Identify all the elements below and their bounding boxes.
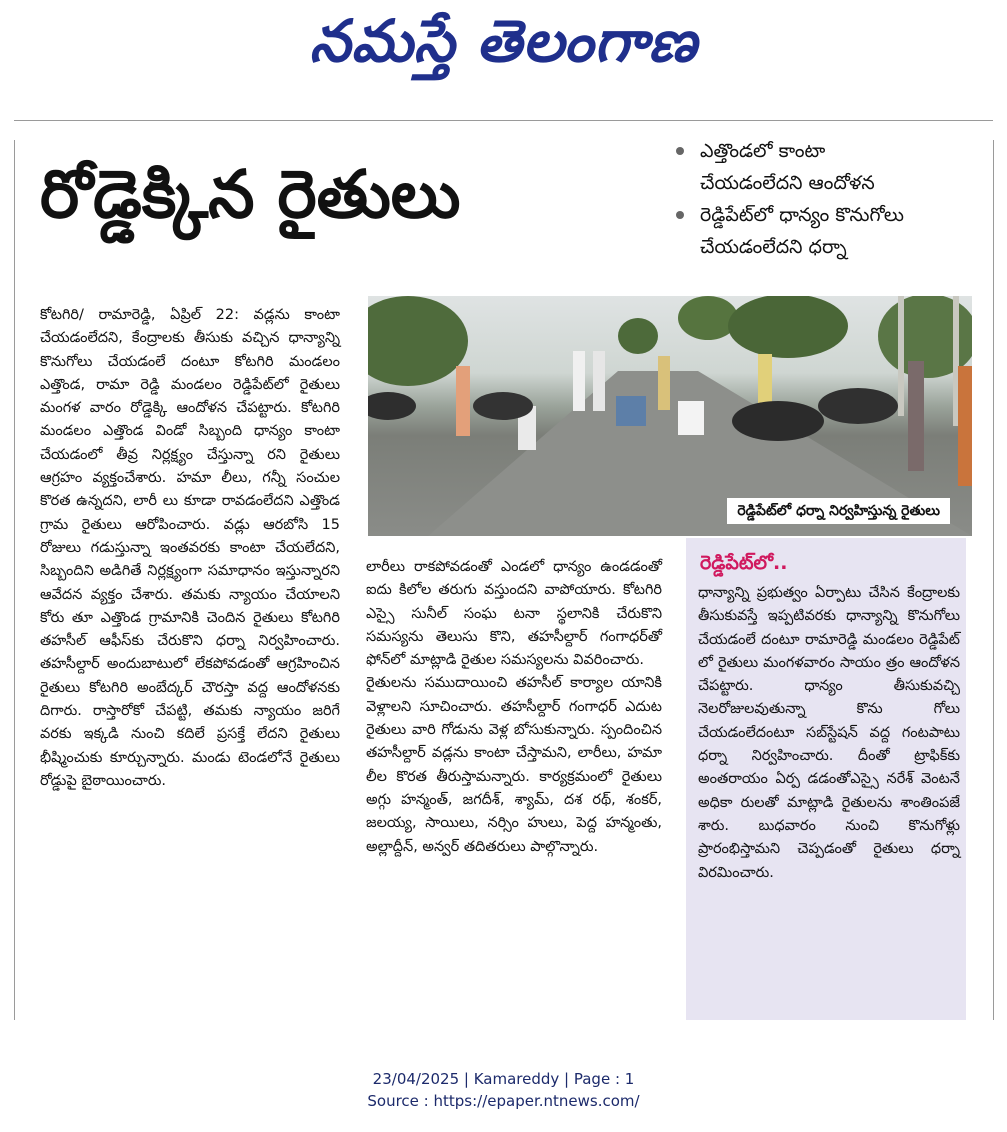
article-column-1	[40, 304, 340, 793]
sub-headline-line: రెడ్డిపేట్‌లో ధాన్యం కొనుగోలు	[700, 204, 904, 226]
sub-headline-line: ఎత్తొండలో కాంటా	[700, 140, 826, 162]
photo-caption: రెడ్డిపేట్‌లో ధర్నా నిర్వహిస్తున్న రైతులు	[727, 498, 950, 524]
article-paragraph: లారీలు రాకపోవడంతో ఎండలో ధాన్యం ఉండడంతో ఐదు కిలోల తరుగు వస్తుందని వాపోయారు. కోటగిరి ఎస్సై సునీల్ సంఘ టనా స్థలానికి చేరుకొని సమస్యను తెలుసు కొని, తహసీల్దార్ గంగాధర్‌తో ఫోన్‌లో మాట్లాడి రైతుల సమస్యలను వివరించారు.	[366, 559, 662, 669]
edition-info: 23/04/2025 | Kamareddy | Page : 1	[372, 1070, 635, 1088]
article-paragraph: రైతులను సముదాయించి తహసీల్ కార్యాల యానికి వెళ్లాలని సూచించారు. తహసీల్దార్ గంగాధర్ ఎదుట రైతులు వారి గోడును వెళ్ల బోసుకున్నారు. స్పందించిన తహసీల్దార్ వడ్లను కాంటా చేస్తామని, లారీలు, హమా లీల కొరత తీరుస్తామన్నారు. కార్యక్రమంలో రైతులు అగ్గు హన్మంత్, జగదీశ్, శ్యామ్, దశ రథ్, శంకర్, జలయ్య, సాయిలు, నర్సిం హులు, పెద్ద హన్మంతు, అల్లాద్దీన్, అన్వర్ తదితరులు పాల్గొన్నారు.	[366, 675, 662, 855]
sidebar-text: ధాన్యాన్ని ప్రభుత్వం ఏర్పాటు చేసిన కేంద్రాలకు తీసుకువస్తే ఇప్పటివరకు ధాన్యాన్ని కొనుగోలు చేయడంలే దంటూ రామారెడ్డి మండలం రెడ్డిపేట్ లో రైతులు మంగళవారం సాయం త్రం ఆందోళన చేపట్టారు. ధాన్యం తీసుకువచ్చి నెలరోజులవుతున్నా కొను గోలు చేయడంలేదంటూ సబ్‌స్టేషన్ వద్ద గంటపాటు ధర్నా నిర్వహించారు. దీంతో ట్రాఫిక్‌కు అంతరాయం ఏర్ప డడంతోఎస్సై నరేశ్ వెంటనే అధికా రులతో మాట్లాడి రైతులను శాంతింపజే శారు. బుధవారం నుంచి కొనుగోళ్లు ప్రారంభిస్తామని చెప్పడంతో రైతులు ధర్నా విరమించారు.	[698, 585, 960, 881]
news-photo	[368, 296, 972, 536]
article-headline: రోడ్డెక్కిన రైతులు	[40, 156, 461, 233]
sub-headline-line: చేయడంలేదని ఆందోళన	[700, 172, 875, 194]
bullet-icon	[676, 211, 684, 219]
source-link[interactable]: Source : https://epaper.ntnews.com/	[367, 1092, 640, 1110]
newspaper-logo: నమస్తే తెలంగాణ	[309, 7, 698, 75]
page-footer	[0, 1068, 1007, 1112]
sidebar-title: రెడ్డిపేట్‌లో..	[700, 552, 788, 574]
sidebar-box	[686, 538, 966, 1020]
sub-headline-line: చేయడంలేదని ధర్నా	[700, 236, 847, 258]
bullet-icon	[676, 147, 684, 155]
top-divider	[14, 120, 993, 121]
sub-headline-1	[672, 135, 992, 199]
article-paragraph: కోటగిరి/ రామారెడ్డి, ఏప్రిల్ 22: వడ్లను కాంటా చేయడంలేదని, కేంద్రాలకు తీసుకు వచ్చిన ధాన్యాన్ని కొనుగోలు చేయడంలే దంటూ కోటగిరి మండలం ఎత్తొండ, రామా రెడ్డి మండలం రెడ్డిపేట్‌లో రైతులు మంగళ వారం రోడ్డెక్కి ఆందోళన చేపట్టారు. కోటగిరి మండలం ఎత్తొండ విండో సిబ్బంది ధాన్యం కాంటా చేయడంలో తీవ్ర నిర్లక్ష్యం చేస్తున్నా రని రైతులు ఆగ్రహం వ్యక్తంచేశారు. హమా లీలు, గన్నీ సంచుల కొరత ఉన్నదని, లారీ లు కూడా రావడంలేదని ఎత్తొండ గ్రామ రైతులు ఆరోపించారు. వడ్లు ఆరబోసి 15 రోజులు గడుస్తున్నా ఇంతవరకు కాంటా చేయలేదని, సిబ్బందిని అడిగితే నిర్లక్ష్యంగా సమాధానం ఇస్తున్నారని ఆవేదన వ్యక్తం చేశారు. తమకు న్యాయం చేయాలని కోరు తూ ఎత్తొండ గ్రామానికి చెందిన రైతులు కోటగిరి తహసీల్ ఆఫీస్‌కు చేరుకొని ధర్నా నిర్వహించారు. తహసీల్దార్ అందుబాటులో లేకపోవడంతో ఆగ్రహించిన రైతులు కోటగిరి అంబేద్కర్ చౌరస్తా వద్ద ఆందోళనకు దిగారు. రాస్తారోకో చేపట్టి, తమకు న్యాయం జరిగే వరకు ఇక్కడి నుంచి కదిలే ప్రసక్తే లేదని రైతులు భీష్మించుకు కూర్చున్నారు. మండు టెండలోనే రైతులు రోడ్డుపై బైఠాయించారు.	[40, 307, 340, 789]
masthead	[0, 0, 1007, 112]
left-border	[14, 140, 15, 1020]
right-border	[993, 140, 994, 1020]
sub-headlines	[672, 135, 992, 263]
sub-headline-2	[672, 199, 992, 263]
article-column-2	[366, 556, 662, 859]
